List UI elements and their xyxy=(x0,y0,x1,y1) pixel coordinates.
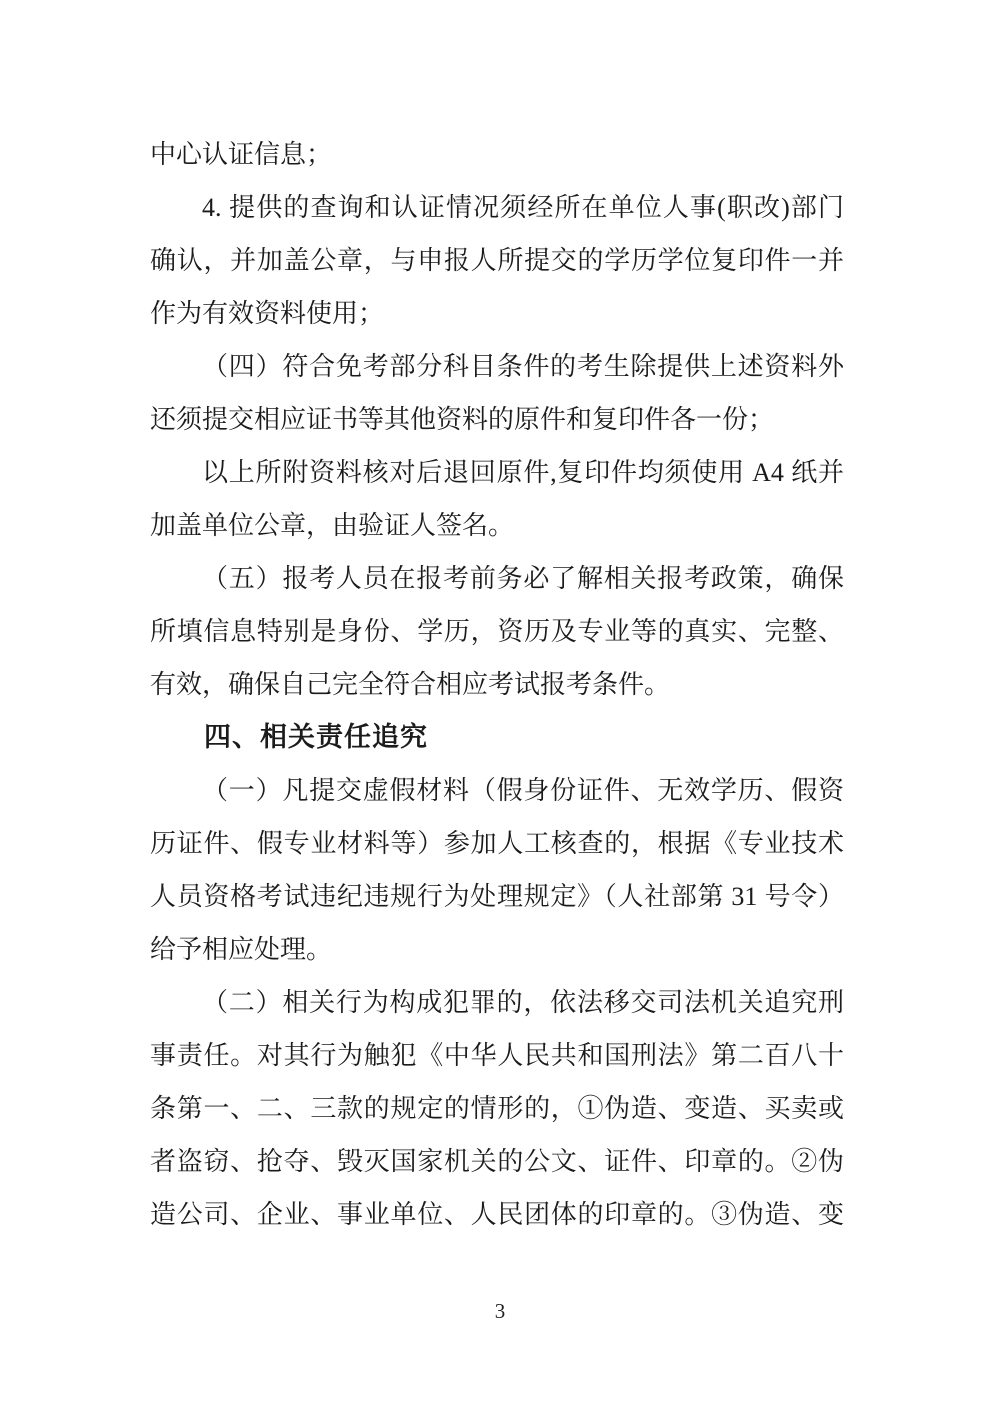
text-line: （五）报考人员在报考前务必了解相关报考政策，确保 xyxy=(202,564,844,593)
text-line: 者盗窃、抢夺、毁灭国家机关的公文、证件、印章的。②伪 xyxy=(150,1147,844,1176)
text-line: （四）符合免考部分科目条件的考生除提供上述资料外 xyxy=(202,352,844,381)
text-line: 确认，并加盖公章，与申报人所提交的学历学位复印件一并 xyxy=(150,246,844,275)
text-line: 造公司、企业、事业单位、人民团体的印章的。③伪造、变 xyxy=(150,1200,844,1229)
text-line: 作为有效资料使用； xyxy=(150,299,385,328)
text-line: 给予相应处理。 xyxy=(150,935,333,964)
text-line: 历证件、假专业材料等）参加人工核查的，根据《专业技术 xyxy=(150,829,844,858)
text-line: 还须提交相应证书等其他资料的原件和复印件各一份； xyxy=(150,405,775,434)
text-line: （一）凡提交虚假材料（假身份证件、无效学历、假资 xyxy=(202,776,844,805)
text-line: 4. 提供的查询和认证情况须经所在单位人事(职改)部门 xyxy=(202,193,844,222)
text-line: 以上所附资料核对后退回原件,复印件均须使用 A4 纸并 xyxy=(202,458,844,487)
text-line: 所填信息特别是身份、学历，资历及专业等的真实、完整、 xyxy=(150,617,844,646)
section-heading: 四、相关责任追究 xyxy=(204,722,428,752)
text-line: （二）相关行为构成犯罪的，依法移交司法机关追究刑 xyxy=(202,988,844,1017)
page-number: 3 xyxy=(494,1299,506,1323)
document-body xyxy=(150,128,844,1241)
text-line: 人员资格考试违纪违规行为处理规定》（人社部第 31 号令） xyxy=(150,882,844,911)
text-line: 加盖单位公章，由验证人签名。 xyxy=(150,511,515,540)
text-line: 中心认证信息； xyxy=(150,140,333,169)
text-line: 有效，确保自己完全符合相应考试报考条件。 xyxy=(150,670,671,699)
text-line: 事责任。对其行为触犯《中华人民共和国刑法》第二百八十 xyxy=(150,1041,844,1070)
text-line: 条第一、二、三款的规定的情形的，①伪造、变造、买卖或 xyxy=(150,1094,844,1123)
page-footer xyxy=(0,1298,1000,1324)
